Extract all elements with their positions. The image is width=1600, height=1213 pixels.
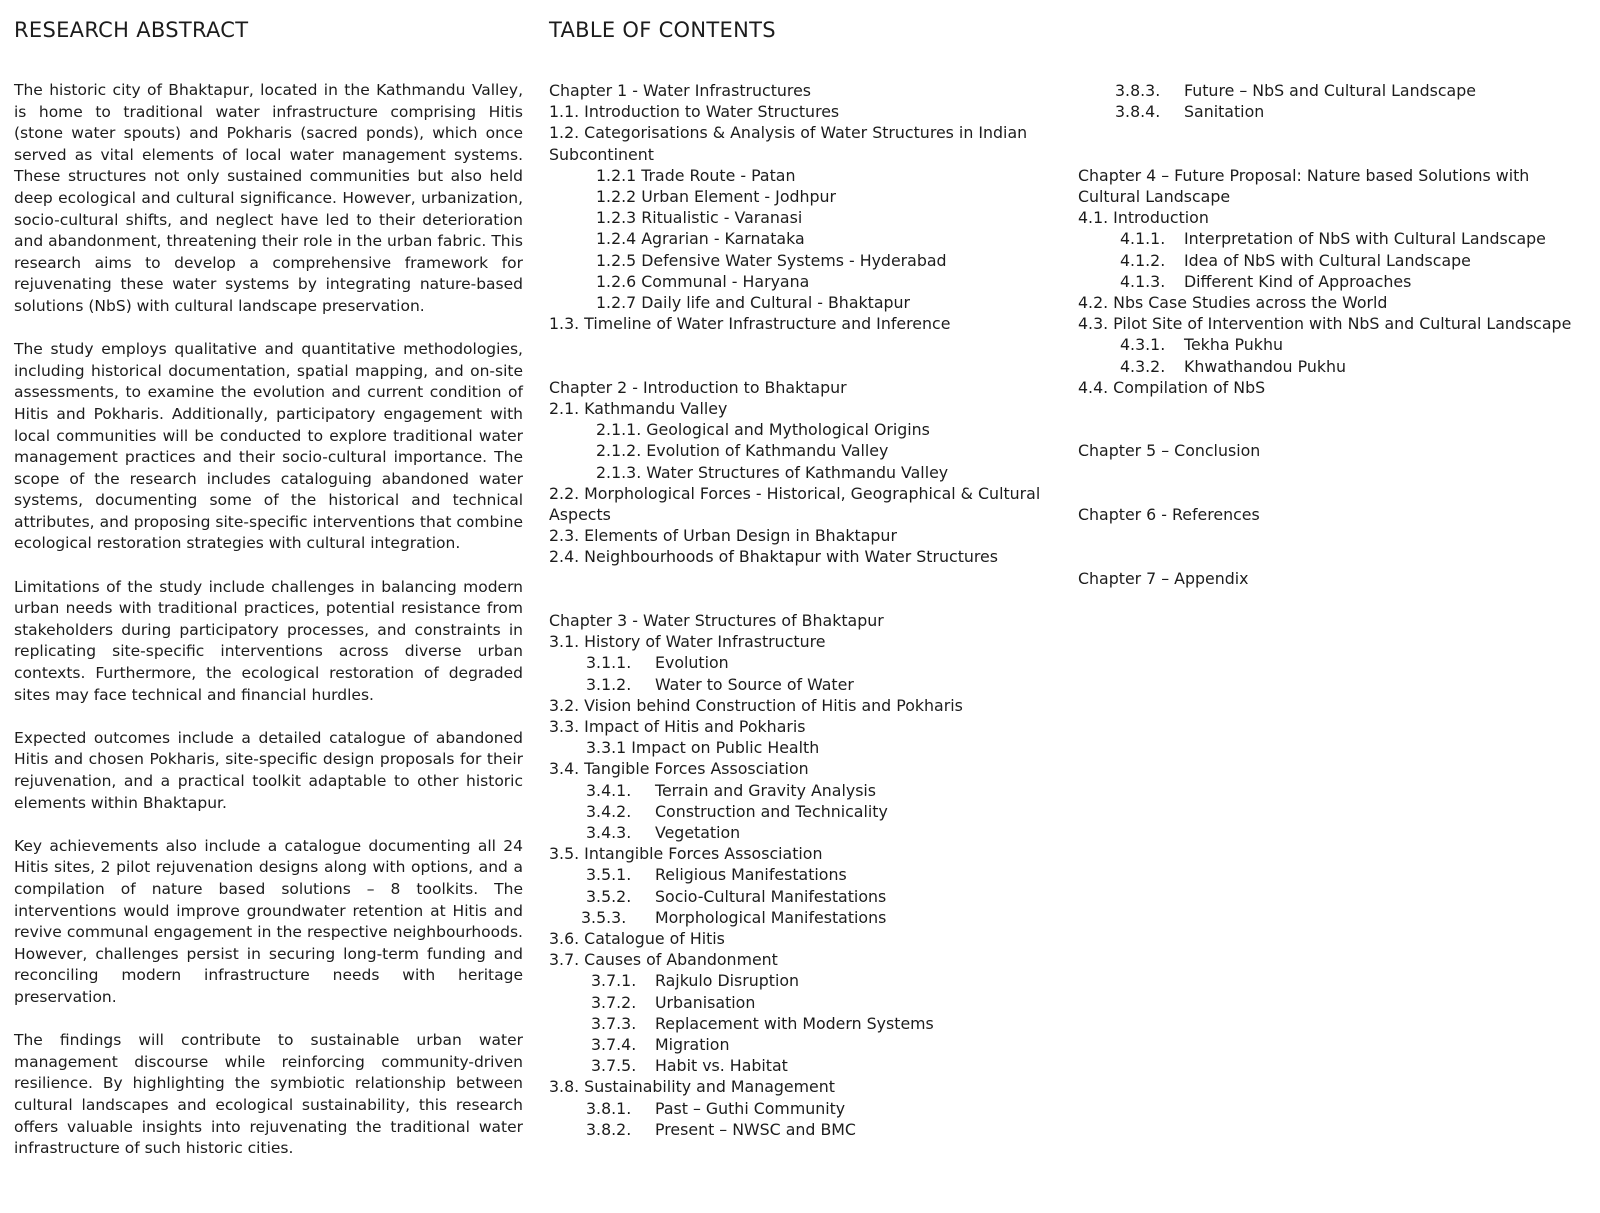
toc-subsection-3-8-2 — [549, 1119, 1059, 1140]
abstract-paragraph: The historic city of Bhaktapur, located in the Kathmandu Valley, is home to traditional water infrastructure comprising Hitis (stone water spouts) and Pokharis (sacred ponds), which once served as vital elements of local water management systems. These structures not only sustained communities but also held deep ecological and cultural significance. However, urbanization, socio-cultural shifts, and neglect have led to their deterioration and abandonment, threatening their role in the urban fabric. This research aims to develop a comprehensive framework for rejuvenating these water systems by integrating nature-based solutions (NbS) with cultural landscape preservation. — [14, 81, 523, 315]
toc-number: 3.8.1. — [586, 1098, 632, 1118]
toc-subsection-4-1-2 — [1078, 250, 1593, 271]
toc-subsection-1-2-1: 1.2.1 Trade Route - Patan — [596, 165, 796, 185]
toc-number: 3.1.2. — [586, 674, 632, 694]
abstract-paragraph: Expected outcomes include a detailed catalogue of abandoned Hitis and chosen Pokharis, site-specific design proposals for their rejuvenation, and a practical toolkit adaptable to other historic elements within Bhaktapur. — [14, 728, 523, 812]
toc-section-4-3: 4.3. Pilot Site of Intervention with NbS and Cultural Landscape — [1078, 314, 1572, 334]
toc-section-3-5: 3.5. Intangible Forces Assosciation — [549, 844, 823, 864]
toc-section-3-2: 3.2. Vision behind Construction of Hitis and Pokharis — [549, 695, 963, 715]
toc-subsection-2-1-3: 2.1.3. Water Structures of Kathmandu Valley — [596, 462, 949, 482]
toc-subsection-3-7-4 — [549, 1034, 1059, 1055]
toc-title: Morphological Manifestations — [655, 907, 887, 927]
toc-number: 4.3.2. — [1120, 356, 1166, 376]
toc-number: 3.5.2. — [586, 886, 632, 906]
toc-section-3-4: 3.4. Tangible Forces Assosciation — [549, 759, 809, 779]
toc-chapter-5: Chapter 5 – Conclusion — [1078, 441, 1261, 461]
toc-subsection-3-1-1 — [549, 652, 1059, 673]
toc-section-3-8: 3.8. Sustainability and Management — [549, 1077, 835, 1097]
toc-title: Religious Manifestations — [655, 865, 847, 885]
table-of-contents-heading: TABLE OF CONTENTS — [549, 18, 776, 42]
toc-spacer — [549, 589, 1059, 610]
abstract-paragraph: Key achievements also include a catalogue documenting all 24 Hitis sites, 2 pilot rejuvenation designs along with options, and a compilation of nature based solutions – 8 toolkits. The interventions would improve groundwater retention at Hitis and revive communal engagement in the respective neighbourhoods. However, challenges persist in securing long-term funding and reconciling modern infrastructure needs with heritage preservation. — [14, 836, 523, 1006]
research-abstract-body — [14, 80, 523, 1181]
toc-subsection-1-2-5: 1.2.5 Defensive Water Systems - Hyderabad — [596, 250, 947, 270]
toc-title: Past – Guthi Community — [655, 1098, 846, 1118]
toc-subsection-3-1-2 — [549, 674, 1059, 695]
toc-subsection-3-4-3 — [549, 822, 1059, 843]
toc-number: 3.7.2. — [591, 992, 637, 1012]
toc-title: Migration — [655, 1035, 730, 1055]
toc-subsection-1-2-2: 1.2.2 Urban Element - Jodhpur — [596, 187, 837, 207]
toc-subsection-3-7-3 — [549, 1013, 1059, 1034]
toc-spacer — [1078, 419, 1593, 440]
toc-chapter-6: Chapter 6 - References — [1078, 504, 1260, 524]
toc-subsection-3-5-3 — [549, 907, 1059, 928]
toc-section-3-6: 3.6. Catalogue of Hitis — [549, 929, 725, 949]
toc-subsection-3-7-1 — [549, 970, 1059, 991]
toc-number: 4.1.1. — [1120, 229, 1166, 249]
toc-section-2-2: 2.2. Morphological Forces - Historical, Geographical & Cultural Aspects — [549, 483, 1041, 525]
toc-title: Different Kind of Approaches — [1184, 271, 1412, 291]
toc-title: Vegetation — [655, 823, 741, 843]
toc-spacer — [549, 334, 1059, 355]
toc-title: Rajkulo Disruption — [655, 971, 800, 991]
toc-subsection-4-1-1 — [1078, 228, 1593, 249]
toc-spacer — [549, 568, 1059, 589]
toc-subsection-1-2-7: 1.2.7 Daily life and Cultural - Bhaktapur — [596, 293, 911, 313]
toc-section-3-1: 3.1. History of Water Infrastructure — [549, 632, 826, 652]
toc-title: Sanitation — [1184, 102, 1265, 122]
toc-subsection-4-3-1 — [1078, 334, 1593, 355]
toc-chapter-4: Chapter 4 – Future Proposal: Nature based Solutions with Cultural Landscape — [1078, 165, 1530, 206]
toc-title: Evolution — [655, 653, 729, 673]
toc-title: Socio-Cultural Manifestations — [655, 886, 887, 906]
research-abstract-heading: RESEARCH ABSTRACT — [14, 18, 249, 42]
toc-spacer — [1078, 398, 1593, 419]
toc-title: Idea of NbS with Cultural Landscape — [1184, 250, 1471, 270]
abstract-paragraph: The findings will contribute to sustainable urban water management discourse while reinforcing community-driven resilience. By highlighting the symbiotic relationship between cultural landscapes and ecological sustainability, this research offers valuable insights into rejuvenating the traditional water infrastructure of such historic cities. — [14, 1031, 523, 1158]
toc-number: 3.7.4. — [591, 1035, 637, 1055]
toc-number: 3.7.3. — [591, 1013, 637, 1033]
toc-number: 3.8.4. — [1115, 102, 1161, 122]
toc-column-1 — [549, 80, 1059, 1140]
toc-number: 3.8.3. — [1115, 81, 1161, 100]
toc-subsection-1-2-4: 1.2.4 Agrarian - Karnataka — [596, 229, 805, 249]
toc-number: 4.1.2. — [1120, 250, 1166, 270]
toc-spacer — [1078, 546, 1593, 567]
toc-spacer — [1078, 122, 1593, 143]
toc-chapter-3: Chapter 3 - Water Structures of Bhaktapur — [549, 611, 884, 631]
toc-section-3-7: 3.7. Causes of Abandonment — [549, 950, 778, 970]
abstract-paragraph: The study employs qualitative and quantitative methodologies, including historical documentation, spatial mapping, and on-site assessments, to examine the evolution and current condition of Hitis and Pokharis. Additionally, participatory engagement with local communities will be conducted to explore traditional water management practices and their socio-cultural importance. The scope of the research includes cataloguing abandoned water systems, documenting some of the historical and technical attributes, and proposing site-specific interventions that combine ecological restoration strategies with cultural integration. — [14, 340, 523, 553]
toc-section-4-2: 4.2. Nbs Case Studies across the World — [1078, 293, 1388, 312]
toc-number: 3.4.3. — [586, 823, 632, 843]
toc-title: Water to Source of Water — [655, 674, 854, 694]
toc-spacer — [549, 356, 1059, 377]
toc-spacer — [1078, 144, 1593, 165]
toc-subsection-3-8-1 — [549, 1098, 1059, 1119]
toc-number: 3.4.1. — [586, 780, 632, 800]
abstract-paragraph: Limitations of the study include challenges in balancing modern urban needs with traditional practices, potential resistance from stakeholders during participatory processes, and constraints in replicating site-specific interventions across diverse urban contexts. Furthermore, the ecological restoration of degraded sites may face technical and financial hurdles. — [14, 577, 523, 704]
toc-number: 3.7.5. — [591, 1056, 637, 1076]
toc-subsection-3-8-4 — [1078, 101, 1593, 122]
toc-section-3-3: 3.3. Impact of Hitis and Pokharis — [549, 717, 806, 737]
toc-section-1-1: 1.1. Introduction to Water Structures — [549, 102, 840, 122]
toc-subsection-1-2-6: 1.2.6 Communal - Haryana — [596, 271, 810, 291]
toc-subsection-1-2-3: 1.2.3 Ritualistic - Varanasi — [596, 208, 803, 228]
toc-section-1-3: 1.3. Timeline of Water Infrastructure and Inference — [549, 314, 951, 334]
toc-section-2-4: 2.4. Neighbourhoods of Bhaktapur with Water Structures — [549, 547, 998, 567]
toc-title: Tekha Pukhu — [1184, 335, 1283, 355]
toc-subsection-4-1-3 — [1078, 271, 1593, 292]
toc-number: 3.4.2. — [586, 801, 632, 821]
toc-subsection-3-5-2 — [549, 886, 1059, 907]
toc-number: 3.8.2. — [586, 1119, 632, 1139]
toc-column-2 — [1078, 80, 1593, 589]
toc-subsection-3-4-1 — [549, 780, 1059, 801]
toc-subsection-3-4-2 — [549, 801, 1059, 822]
toc-chapter-7: Chapter 7 – Appendix — [1078, 568, 1249, 588]
toc-title: Habit vs. Habitat — [655, 1056, 788, 1076]
toc-title: Terrain and Gravity Analysis — [655, 780, 877, 800]
toc-subsection-2-1-2: 2.1.2. Evolution of Kathmandu Valley — [596, 441, 889, 461]
toc-subsection-3-3-1: 3.3.1 Impact on Public Health — [586, 738, 820, 758]
toc-number: 4.1.3. — [1120, 271, 1166, 291]
toc-subsection-3-7-5 — [549, 1055, 1059, 1076]
toc-title: Construction and Technicality — [655, 801, 888, 821]
toc-subsection-4-3-2 — [1078, 356, 1593, 377]
toc-title: Replacement with Modern Systems — [655, 1013, 934, 1033]
toc-number: 3.7.1. — [591, 971, 637, 991]
toc-section-2-3: 2.3. Elements of Urban Design in Bhaktapur — [549, 526, 897, 546]
toc-spacer — [1078, 525, 1593, 546]
toc-section-4-1: 4.1. Introduction — [1078, 208, 1209, 228]
toc-title: Urbanisation — [655, 992, 756, 1012]
toc-title: Interpretation of NbS with Cultural Landscape — [1184, 229, 1546, 249]
toc-spacer — [1078, 462, 1593, 483]
toc-number: 3.5.3. — [581, 907, 627, 927]
toc-number: 3.5.1. — [586, 865, 632, 885]
toc-number: 4.3.1. — [1120, 335, 1166, 355]
toc-title: Future – NbS and Cultural Landscape — [1184, 81, 1476, 100]
toc-subsection-3-8-3 — [1078, 80, 1593, 101]
toc-spacer — [1078, 483, 1593, 504]
toc-title: Present – NWSC and BMC — [655, 1119, 856, 1139]
toc-chapter-2: Chapter 2 - Introduction to Bhaktapur — [549, 377, 847, 397]
toc-section-2-1: 2.1. Kathmandu Valley — [549, 399, 728, 419]
toc-subsection-3-7-2 — [549, 992, 1059, 1013]
toc-number: 3.1.1. — [586, 653, 632, 673]
toc-section-1-2: 1.2. Categorisations & Analysis of Water Structures in Indian Subcontinent — [549, 123, 1028, 164]
toc-subsection-3-5-1 — [549, 864, 1059, 885]
toc-subsection-2-1-1: 2.1.1. Geological and Mythological Origins — [596, 420, 930, 440]
toc-chapter-1: Chapter 1 - Water Infrastructures — [549, 81, 812, 100]
toc-title: Khwathandou Pukhu — [1184, 356, 1347, 376]
toc-section-4-4: 4.4. Compilation of NbS — [1078, 377, 1266, 397]
